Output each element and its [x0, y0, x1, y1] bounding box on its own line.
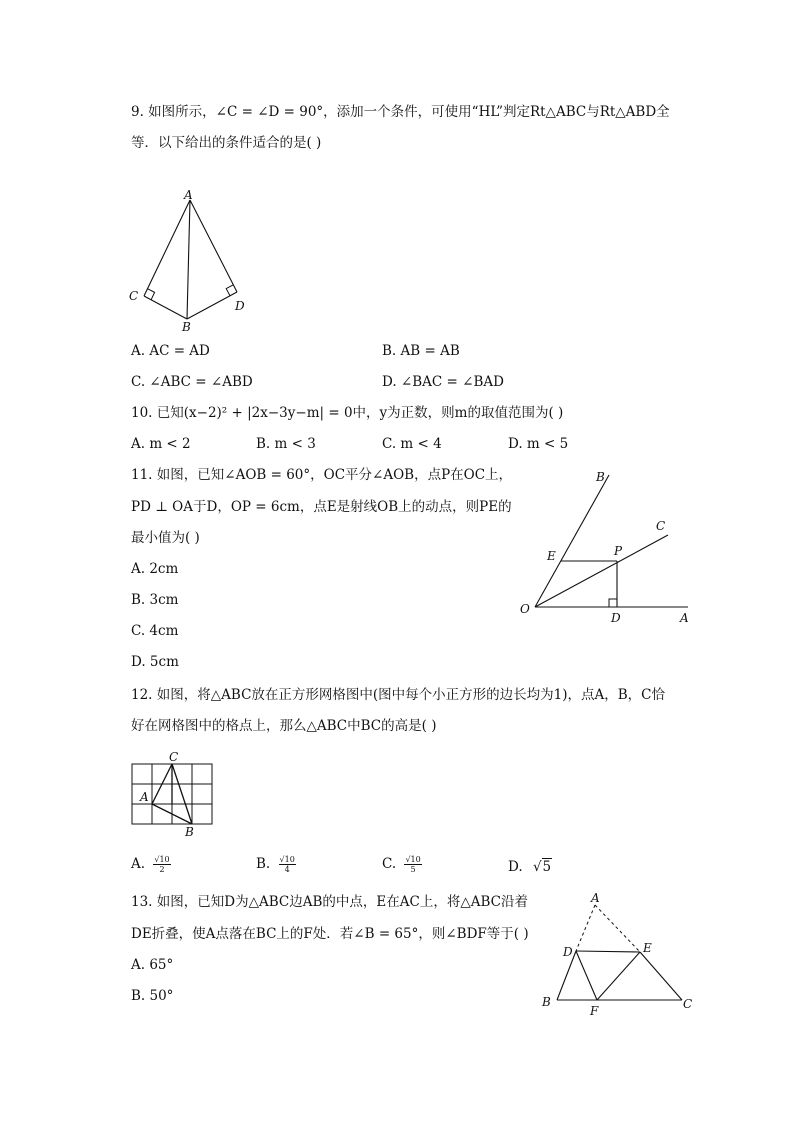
- q12-option-c[interactable]: [382, 855, 422, 874]
- q12-option-d-radicand: 5: [542, 859, 552, 875]
- q11-label-o: O: [520, 602, 530, 616]
- q13-option-b[interactable]: B. 50°: [131, 988, 174, 1004]
- q13-label-b: B: [542, 995, 551, 1009]
- q13-option-a[interactable]: A. 65°: [131, 957, 174, 973]
- q10-option-d[interactable]: D. m < 5: [508, 436, 569, 452]
- q13-stem-line1: 13. 如图，已知D为△ABC边AB的中点，E在AC上，将△ABC沿着: [131, 894, 528, 910]
- q12-option-c-den: 5: [410, 865, 416, 874]
- q13-label-e: E: [643, 941, 652, 955]
- q12-option-d-letter: D.: [508, 859, 523, 875]
- q12-option-a[interactable]: [131, 855, 171, 874]
- q10-stem: 10. 已知(x−2)² + |2x−3y−m| = 0中，y为正数，则m的取值范围为( ): [131, 405, 564, 421]
- q10-option-a[interactable]: A. m < 2: [131, 436, 191, 452]
- q12-option-a-den: 2: [159, 865, 165, 874]
- q13-label-a: A: [591, 891, 600, 905]
- q12-option-b-fraction: [279, 855, 296, 874]
- q10-option-b[interactable]: B. m < 3: [256, 436, 316, 452]
- q11-option-c[interactable]: C. 4cm: [131, 623, 179, 639]
- q13-label-d: D: [563, 945, 573, 959]
- q11-label-e: E: [547, 549, 556, 563]
- q9-label-b: B: [182, 320, 191, 334]
- q11-label-b: B: [596, 470, 605, 484]
- q12-option-b-num: √10: [279, 855, 295, 864]
- q12-option-b-den: 4: [284, 865, 290, 874]
- q13-label-c: C: [683, 997, 693, 1011]
- q11-option-b[interactable]: B. 3cm: [131, 592, 179, 608]
- q13-stem-line2: DE折叠，使A点落在BC上的F处．若∠B = 65°，则∠BDF等于( ): [131, 926, 529, 942]
- q9-option-b[interactable]: B. AB = AB: [382, 343, 460, 359]
- q9-label-a: A: [184, 188, 193, 202]
- q11-label-a: A: [680, 611, 689, 625]
- q12-option-d-sqrt-sign: √: [532, 859, 542, 875]
- q9-option-c[interactable]: C. ∠ABC = ∠ABD: [131, 374, 253, 390]
- q13-figure: [535, 890, 700, 1020]
- q9-label-d: D: [235, 299, 245, 313]
- q11-figure: [510, 465, 710, 630]
- q12-option-c-letter: C.: [382, 856, 397, 872]
- q12-label-a: A: [140, 790, 149, 804]
- q12-stem-line2: 好在网格图中的格点上，那么△ABC中BC的高是( ): [131, 718, 437, 734]
- q12-option-d[interactable]: [508, 858, 552, 876]
- q9-stem-line1: 9. 如图所示，∠C = ∠D = 90°，添加一个条件，可使用“HL”判定Rt△ABC与Rt△ABD全: [131, 104, 670, 120]
- q9-option-d[interactable]: D. ∠BAC = ∠BAD: [382, 374, 504, 390]
- q12-figure: [126, 750, 218, 840]
- q11-label-c: C: [656, 519, 666, 533]
- q12-label-c: C: [169, 750, 179, 764]
- q12-option-c-num: √10: [405, 855, 421, 864]
- q11-option-a[interactable]: A. 2cm: [131, 561, 179, 577]
- q12-option-b[interactable]: [256, 855, 296, 874]
- q12-option-b-letter: B.: [256, 856, 271, 872]
- q11-label-d: D: [611, 611, 621, 625]
- q12-option-c-fraction: [404, 855, 421, 874]
- q11-option-d[interactable]: D. 5cm: [131, 654, 179, 670]
- q13-label-f: F: [590, 1004, 599, 1018]
- q12-option-a-fraction: [153, 855, 170, 874]
- q12-option-a-letter: A.: [131, 856, 146, 872]
- q12-label-b: B: [185, 825, 194, 839]
- q9-figure: [120, 188, 260, 336]
- q12-stem-line1: 12. 如图，将△ABC放在正方形网格图中(图中每个小正方形的边长均为1)，点A，B，C恰: [131, 687, 666, 703]
- q12-option-a-num: √10: [154, 855, 170, 864]
- q9-stem-line2: 等．以下给出的条件适合的是( ): [131, 135, 322, 151]
- q10-option-c[interactable]: C. m < 4: [382, 436, 442, 452]
- q9-option-a[interactable]: A. AC = AD: [131, 343, 210, 359]
- q9-label-c: C: [129, 289, 139, 303]
- q11-stem-line1: 11. 如图，已知∠AOB = 60°，OC平分∠AOB，点P在OC上，: [131, 467, 513, 483]
- q11-stem-line2: PD ⊥ OA于D，OP = 6cm，点E是射线OB上的动点，则PE的: [131, 499, 512, 515]
- q11-stem-line3: 最小值为( ): [131, 530, 200, 546]
- q11-label-p: P: [614, 544, 623, 558]
